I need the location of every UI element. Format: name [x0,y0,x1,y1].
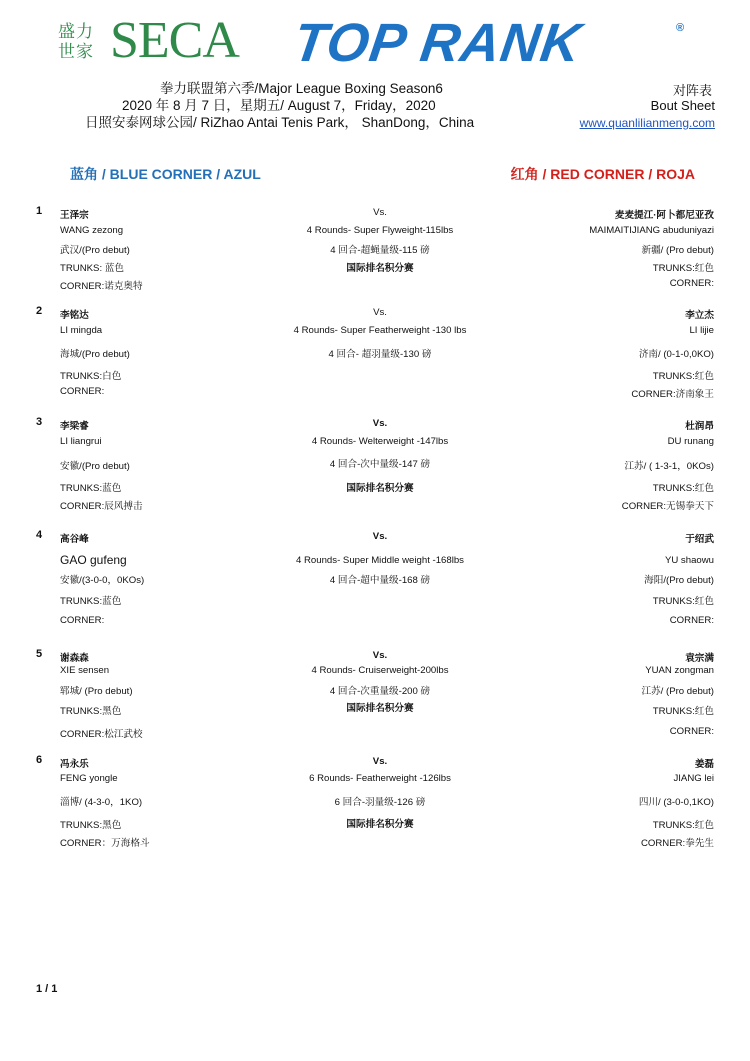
red-trunks: TRUNKS:红色 [652,371,714,382]
blue-record: 郓城/ (Pro debut) [60,686,133,697]
rounds-weight-en: 4 Rounds- Super Flyweight-115lbs [306,225,454,236]
red-trunks: TRUNKS:红色 [652,706,714,717]
event-venue: 日照安泰网球公园/ RiZhao Antai Tenis Park， ShanDong，China [85,115,475,130]
blue-corner-en: / BLUE CORNER / AZUL [98,166,261,182]
blue-trunks: TRUNKS:黑色 [60,706,122,717]
rounds-weight-cn: 4 回合-超中量级-168 磅 [329,575,431,586]
bout-number: 2 [36,305,43,317]
bout-sheet-title-en: Bout Sheet [650,98,715,113]
red-corner: CORNER:济南象王 [631,389,714,400]
blue-trunks: TRUNKS:蓝色 [60,596,122,607]
rounds-weight-cn: 4 回合-次重量级-200 磅 [329,686,431,697]
bout-number: 4 [36,529,43,541]
bout-number: 1 [36,205,43,217]
blue-record: 海城/(Pro debut) [60,349,130,360]
bout-number: 3 [36,416,43,428]
blue-name-en: LI mingda [60,325,103,336]
blue-name-en: FENG yongle [60,773,118,784]
blue-name-en: XIE sensen [60,665,110,676]
blue-record: 安徽/(3-0-0，0KOs) [60,575,145,586]
blue-name-en: WANG zezong [60,225,124,236]
blue-trunks: TRUNKS: 蓝色 [60,263,124,274]
ranking-bout-label: 国际排名积分赛 [346,819,414,830]
blue-corner-title [70,164,261,184]
seca-chinese-logo: 盛力世家 [58,22,94,62]
rounds-weight-en: 4 Rounds- Cruiserweight-200lbs [311,665,449,676]
event-title: 拳力联盟第六季/Major League Boxing Season6 [160,81,443,96]
blue-corner: CORNER:辰风搏击 [60,501,143,512]
blue-record: 淄博/ (4-3-0，1KO) [60,797,143,808]
blue-name-cn: 王泽宗 [60,210,89,221]
red-name-cn: 于绍武 [685,534,714,545]
blue-record: 武汉/(Pro debut) [60,245,130,256]
red-name-cn: 麦麦提江·阿卜都尼亚孜 [614,210,714,221]
blue-name-cn: 李梁睿 [60,421,89,432]
bout-number: 5 [36,648,43,660]
top-rank-logo: TOP RANK [289,13,586,73]
rounds-weight-en: 4 Rounds- Super Featherweight -130 lbs [293,325,467,336]
red-corner-cn: 红角 [510,166,539,182]
red-trunks: TRUNKS:红色 [652,263,714,274]
red-name-en: YU shaowu [664,555,714,566]
red-corner-en: / RED CORNER / ROJA [538,166,695,182]
vs-label: Vs. [372,650,388,661]
website-link[interactable]: www.quanlilianmeng.com [579,116,715,130]
red-name-en: JIANG lei [673,773,714,784]
red-name-en: DU runang [667,436,714,447]
seca-logo: SECA [110,12,239,69]
ranking-bout-label: 国际排名积分赛 [346,483,414,494]
red-corner: CORNER:拳先生 [640,838,714,849]
vs-label: Vs. [373,307,387,318]
vs-label: Vs. [373,207,387,218]
red-corner-title [511,164,695,184]
rounds-weight-cn: 6 回合-羽量级-126 磅 [334,797,426,808]
rounds-weight-cn: 4 回合-超蝇量级-115 磅 [330,245,430,256]
red-record: 江苏/ ( 1-3-1，0KOs) [624,461,714,472]
blue-name-en: LI liangrui [60,436,102,447]
blue-trunks: TRUNKS:蓝色 [60,483,122,494]
page-number: 1 / 1 [36,983,58,995]
blue-corner: CORNER：万海格斗 [60,838,150,849]
blue-record: 安徽/(Pro debut) [60,461,130,472]
blue-corner: CORNER: [60,386,105,397]
blue-name-cn: 谢森森 [60,653,89,664]
rounds-weight-cn: 4 回合- 超羽量级-130 磅 [328,349,432,360]
rounds-weight-en: 4 Rounds- Welterweight -147lbs [311,436,449,447]
red-corner: CORNER: [669,278,714,289]
red-trunks: TRUNKS:红色 [652,596,714,607]
blue-name-en: GAO gufeng [60,553,127,567]
event-date: 2020 年 8 月 7 日，星期五/ August 7，Friday，2020 [122,98,436,113]
bout-sheet-title-cn: 对阵表 [672,83,712,98]
red-trunks: TRUNKS:红色 [652,820,714,831]
rounds-weight-cn: 4 回合-次中量级-147 磅 [329,459,431,470]
red-name-cn: 袁宗满 [685,653,714,664]
vs-label: Vs. [372,531,388,542]
rounds-weight-en: 6 Rounds- Featherweight -126lbs [309,773,451,784]
red-corner: CORNER: [669,615,714,626]
red-corner: CORNER: [669,726,714,737]
red-name-cn: 杜润昂 [685,421,714,432]
red-trunks: TRUNKS:红色 [652,483,714,494]
blue-corner-cn: 蓝角 [70,166,98,182]
blue-corner: CORNER:诺克奥特 [60,281,143,292]
blue-name-cn: 李铭达 [60,310,89,321]
red-record: 四川/ (3-0-0,1KO) [638,797,714,808]
blue-name-cn: 冯永乐 [60,759,89,770]
bout-number: 6 [36,754,43,766]
red-name-en: YUAN zongman [645,665,714,676]
blue-trunks: TRUNKS:白色 [60,371,122,382]
red-name-cn: 姜磊 [694,759,714,770]
red-record: 新疆/ (Pro debut) [641,245,714,256]
ranking-bout-label: 国际排名积分赛 [346,703,414,714]
registered-mark: ® [676,22,685,34]
blue-name-cn: 高谷峰 [60,534,89,545]
red-record: 海阳/(Pro debut) [644,575,714,586]
rounds-weight-en: 4 Rounds- Super Middle weight -168lbs [296,555,464,566]
blue-corner: CORNER:松江武校 [60,729,143,740]
red-record: 济南/ (0-1-0,0KO) [638,349,714,360]
blue-corner: CORNER: [60,615,105,626]
red-record: 江苏/ (Pro debut) [641,686,714,697]
vs-label: Vs. [372,418,388,429]
red-name-cn: 李立杰 [685,310,714,321]
red-corner: CORNER:无锡拳天下 [621,501,714,512]
vs-label: Vs. [372,756,388,767]
blue-trunks: TRUNKS:黑色 [60,820,122,831]
ranking-bout-label: 国际排名积分赛 [346,263,414,274]
red-name-en: LI lijie [689,325,714,336]
red-name-en: MAIMAITIJIANG abuduniyazi [589,225,714,236]
